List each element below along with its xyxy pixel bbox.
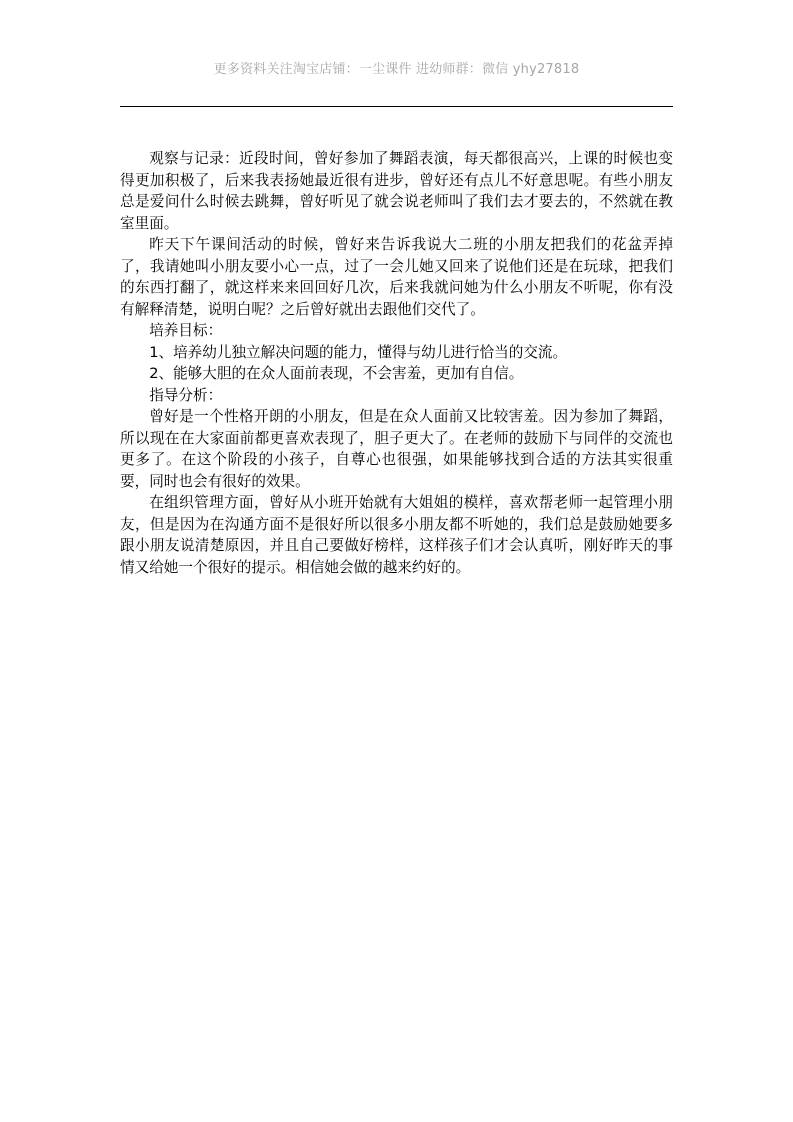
paragraph-incident: 昨天下午课间活动的时候，曾好来告诉我说大二班的小朋友把我们的花盆弄掉了，我请她叫小朋友要小心一点，过了一会儿她又回来了说他们还是在玩球，把我们的东西打翻了，就这样来来回回好几次，后来我就问她为什么小朋友不听呢，你有没有解释清楚，说明白呢？之后曾好就出去跟他们交代了。 (120, 236, 673, 318)
heading-analysis: 指导分析： (149, 386, 223, 404)
document-body (120, 148, 673, 578)
goal-item-1: 1、培养幼儿独立解决问题的能力，懂得与幼儿进行恰当的交流。 (149, 343, 568, 361)
goal-item-2: 2、能够大胆的在众人面前表现，不会害羞，更加有自信。 (149, 365, 524, 382)
paragraph-analysis: 曾好是一个性格开朗的小朋友，但是在众人面前又比较害羞。因为参加了舞蹈，所以现在在大家面前都更喜欢表现了，胆子更大了。在老师的鼓励下与同伴的交流也更多了。在这个阶段的小孩子，自尊心也很强，如果能够找到合适的方法其实很重要，同时也会有很好的效果。 (120, 408, 673, 490)
paragraph-management: 在组织管理方面，曾好从小班开始就有大姐姐的模样，喜欢帮老师一起管理小朋友，但是因为在沟通方面不是很好所以很多小朋友都不听她的，我们总是鼓励她要多跟小朋友说清楚原因，并且自己要做好榜样，这样孩子们才会认真听，刚好昨天的事情又给她一个很好的提示。相信她会做的越来约好的。 (120, 494, 673, 576)
header-divider (120, 106, 673, 107)
paragraph-observation: 观察与记录：近段时间，曾好参加了舞蹈表演，每天都很高兴，上课的时候也变得更加积极了，后来我表扬她最近很有进步，曾好还有点儿不好意思呢。有些小朋友总是爱问什么时候去跳舞，曾好听见了就会说老师叫了我们去才要去的，不然就在教室里面。 (120, 150, 673, 232)
heading-goals: 培养目标： (149, 322, 223, 339)
page-header-text: 更多资料关注淘宝店铺：一尘课件 进幼师群：微信 yhy27818 (213, 62, 580, 77)
